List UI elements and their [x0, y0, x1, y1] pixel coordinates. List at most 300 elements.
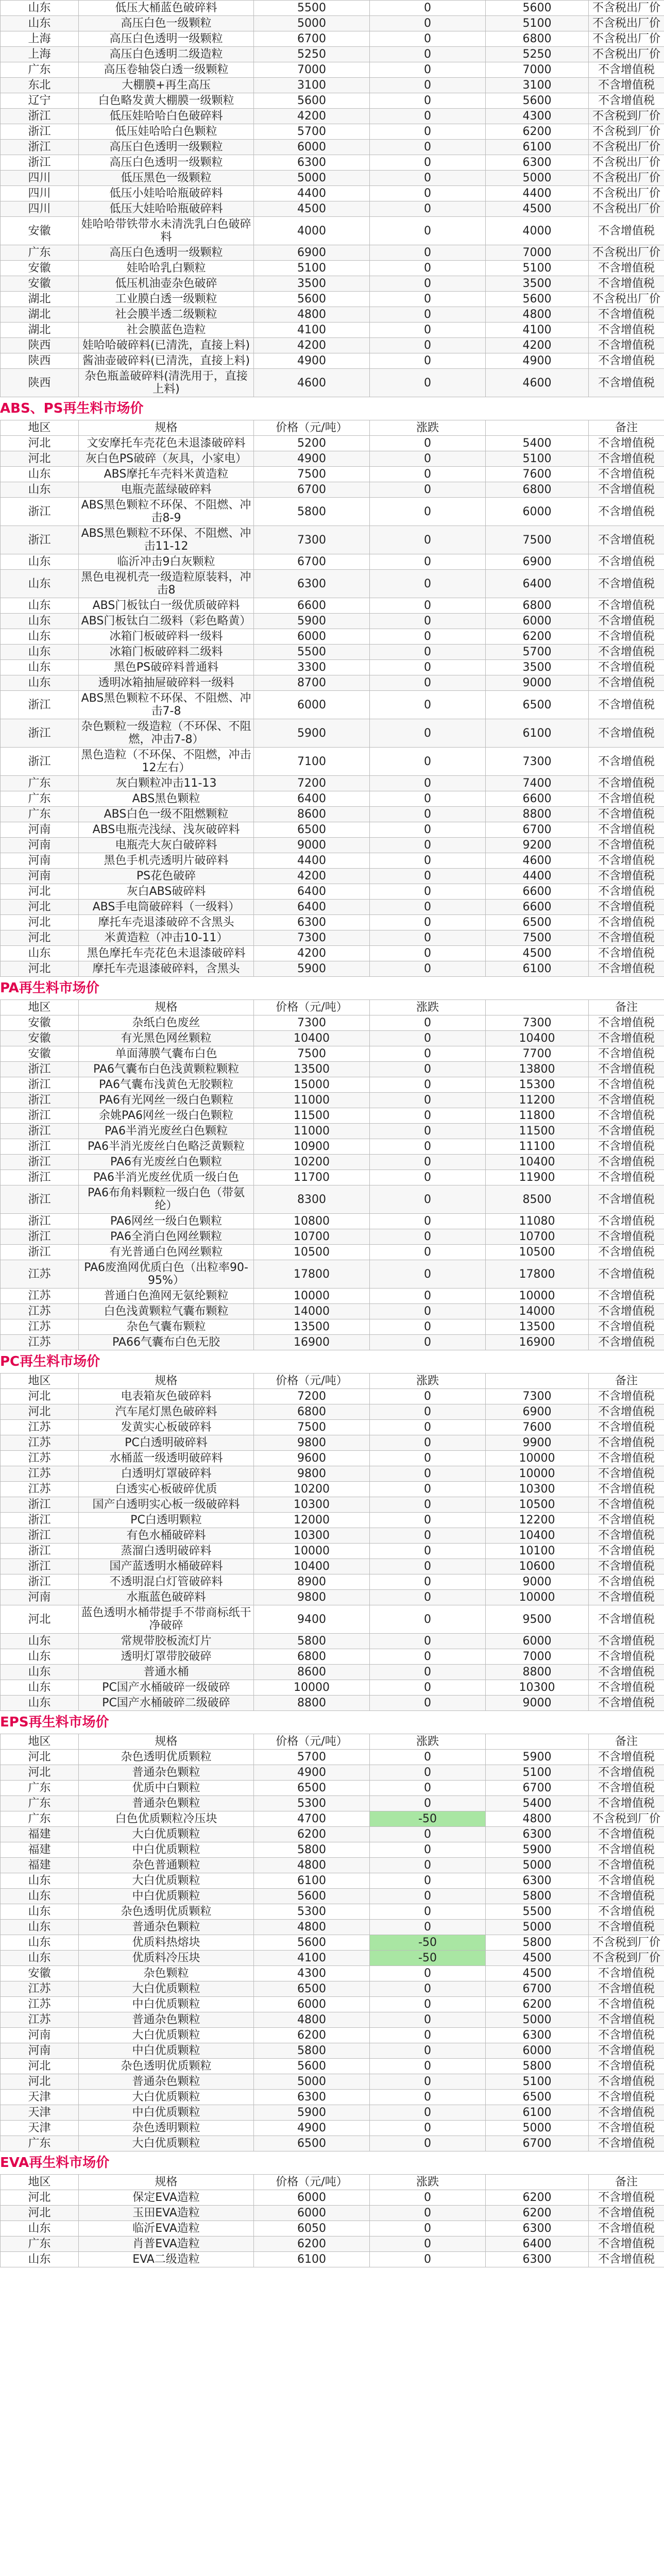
spec-cell: PC白透明颗粒 [79, 1513, 254, 1528]
price-cell: 5600 [254, 292, 370, 307]
table-row [1, 1513, 664, 1528]
table-row [1, 2236, 664, 2252]
price-high-cell: 6100 [486, 2105, 589, 2121]
price-cell: 6000 [254, 691, 370, 719]
note-cell: 不含增值税 [589, 1889, 664, 1904]
price-high-cell: 4600 [486, 369, 589, 397]
price-high-cell: 5600 [486, 1, 589, 16]
spec-cell: 大白优质颗粒 [79, 2090, 254, 2105]
change-cell: 0 [370, 436, 486, 451]
table-row [1, 2190, 664, 2206]
region-cell: 山东 [1, 482, 79, 498]
table-row [1, 1605, 664, 1634]
table-row [1, 807, 664, 822]
region-cell: 浙江 [1, 1544, 79, 1559]
price-high-cell: 6800 [486, 482, 589, 498]
price-high-cell: 6800 [486, 598, 589, 614]
price-high-cell: 10700 [486, 1229, 589, 1245]
change-cell: 0 [370, 2105, 486, 2121]
table-row [1, 1951, 664, 1966]
spec-cell: 水瓶蓝色破碎料 [79, 1590, 254, 1605]
table-row [1, 1404, 664, 1420]
section-title: EVA再生料市场价 [0, 2155, 110, 2171]
note-cell: 不含增值税 [589, 1260, 664, 1289]
change-cell: 0 [370, 78, 486, 93]
table-row [1, 1, 664, 16]
price-cell: 4300 [254, 1966, 370, 1981]
price-high-cell: 6200 [486, 2206, 589, 2221]
note-cell: 不含税出厂价 [589, 171, 664, 186]
price-high-cell: 10000 [486, 1590, 589, 1605]
table-row [1, 1466, 664, 1482]
spec-cell: 冰箱门板破碎料一级料 [79, 629, 254, 645]
note-cell: 不含增值税 [589, 369, 664, 397]
column-header: 价格（元/吨） [254, 1734, 370, 1750]
price-cell: 10900 [254, 1139, 370, 1155]
price-high-cell: 6700 [486, 1781, 589, 1796]
note-cell: 不含增值税 [589, 467, 664, 482]
note-cell: 不含增值税 [589, 2236, 664, 2252]
table-row [1, 1904, 664, 1920]
table-row [1, 748, 664, 776]
price-high-cell: 10100 [486, 1544, 589, 1559]
spec-cell: 低压大桶蓝色破碎料 [79, 1, 254, 16]
change-cell: 0 [370, 109, 486, 124]
region-cell: 广东 [1, 791, 79, 807]
note-cell: 不含增值税 [589, 1335, 664, 1350]
price-high-cell: 6800 [486, 31, 589, 47]
price-high-cell: 6100 [486, 719, 589, 748]
price-cell: 5600 [254, 2059, 370, 2074]
price-high-cell: 4200 [486, 338, 589, 353]
change-cell: 0 [370, 1827, 486, 1842]
spec-cell: 蒸溜白透明破碎料 [79, 1544, 254, 1559]
note-cell: 不含税到厂价 [589, 109, 664, 124]
price-high-cell: 3100 [486, 78, 589, 93]
price-section [0, 0, 664, 397]
price-cell: 6700 [254, 482, 370, 498]
price-cell: 6800 [254, 1649, 370, 1665]
region-cell: 河北 [1, 2059, 79, 2074]
region-cell: 安徽 [1, 1966, 79, 1981]
price-cell: 7100 [254, 748, 370, 776]
price-high-cell: 6500 [486, 915, 589, 930]
change-cell: 0 [370, 1124, 486, 1139]
change-cell: 0 [370, 1796, 486, 1811]
table-row [1, 1497, 664, 1513]
table-row [1, 1750, 664, 1765]
change-cell: 0 [370, 1858, 486, 1873]
region-cell: 浙江 [1, 155, 79, 171]
note-cell: 不含增值税 [589, 78, 664, 93]
table-row [1, 930, 664, 946]
table-row [1, 276, 664, 292]
price-cell: 10300 [254, 1497, 370, 1513]
note-cell: 不含增值税 [589, 436, 664, 451]
price-cell: 7500 [254, 467, 370, 482]
price-high-cell: 9000 [486, 1696, 589, 1711]
price-high-cell: 7600 [486, 467, 589, 482]
change-cell: 0 [370, 338, 486, 353]
change-cell: 0 [370, 1649, 486, 1665]
change-cell: 0 [370, 1513, 486, 1528]
column-header: 备注 [589, 2175, 664, 2190]
price-cell: 7000 [254, 62, 370, 78]
price-high-cell: 4500 [486, 201, 589, 217]
change-cell: 0 [370, 1304, 486, 1319]
change-cell: 0 [370, 1966, 486, 1981]
price-table [0, 1373, 664, 1711]
change-cell: 0 [370, 276, 486, 292]
region-cell: 四川 [1, 186, 79, 201]
table-row [1, 62, 664, 78]
price-cell: 6000 [254, 2206, 370, 2221]
note-cell: 不含税到厂价 [589, 1935, 664, 1951]
change-cell: 0 [370, 1062, 486, 1077]
note-cell: 不含增值税 [589, 776, 664, 791]
change-cell: 0 [370, 171, 486, 186]
table-row [1, 353, 664, 369]
change-cell: 0 [370, 1873, 486, 1889]
table-row [1, 614, 664, 629]
change-cell: 0 [370, 1605, 486, 1634]
table-row [1, 1574, 664, 1590]
change-cell: 0 [370, 186, 486, 201]
spec-cell: 优质料热熔块 [79, 1935, 254, 1951]
change-cell: 0 [370, 2043, 486, 2059]
table-row [1, 1781, 664, 1796]
change-cell: 0 [370, 1528, 486, 1544]
table-row [1, 1649, 664, 1665]
table-row [1, 853, 664, 869]
region-cell: 福建 [1, 1827, 79, 1842]
price-high-cell: 6300 [486, 1873, 589, 1889]
region-cell: 浙江 [1, 1170, 79, 1185]
price-high-cell: 6000 [486, 498, 589, 526]
price-cell: 6500 [254, 822, 370, 838]
change-cell: 0 [370, 1319, 486, 1335]
region-cell: 山东 [1, 660, 79, 675]
region-cell: 河北 [1, 1765, 79, 1781]
region-cell: 浙江 [1, 1559, 79, 1574]
price-table [0, 420, 664, 977]
change-cell: 0 [370, 2012, 486, 2028]
spec-cell: 有光普通白色网丝颗粒 [79, 1245, 254, 1260]
table-row [1, 2136, 664, 2151]
column-header [486, 2175, 589, 2190]
table-row [1, 1920, 664, 1935]
note-cell: 不含增值税 [589, 1559, 664, 1574]
region-cell: 河南 [1, 838, 79, 853]
price-high-cell: 6100 [486, 140, 589, 155]
region-cell: 浙江 [1, 691, 79, 719]
spec-cell: 中白优质颗粒 [79, 1842, 254, 1858]
region-cell: 河北 [1, 884, 79, 900]
price-high-cell: 3500 [486, 660, 589, 675]
table-row [1, 498, 664, 526]
table-row [1, 1062, 664, 1077]
table-row [1, 1696, 664, 1711]
price-cell: 5800 [254, 2043, 370, 2059]
region-cell: 天津 [1, 2090, 79, 2105]
spec-cell: 娃哈哈带铁带水未清洗乳白色破碎料 [79, 217, 254, 245]
price-cell: 10500 [254, 1245, 370, 1260]
price-cell: 4400 [254, 853, 370, 869]
price-high-cell: 5250 [486, 47, 589, 62]
change-cell: 0 [370, 822, 486, 838]
spec-cell: 优质料冷压块 [79, 1951, 254, 1966]
change-cell: 0 [370, 1077, 486, 1093]
note-cell: 不含增值税 [589, 1015, 664, 1031]
table-row [1, 1765, 664, 1781]
column-header: 备注 [589, 1000, 664, 1015]
region-cell: 河北 [1, 1605, 79, 1634]
price-high-cell: 11500 [486, 1124, 589, 1139]
price-table [0, 1734, 664, 2151]
change-cell: 0 [370, 1229, 486, 1245]
price-cell: 10000 [254, 1680, 370, 1696]
change-cell: 0 [370, 1435, 486, 1451]
change-cell: 0 [370, 2059, 486, 2074]
spec-cell: 大白优质颗粒 [79, 1981, 254, 1997]
note-cell: 不含增值税 [589, 614, 664, 629]
change-cell: 0 [370, 930, 486, 946]
spec-cell: 社会膜半透二级颗粒 [79, 307, 254, 323]
price-high-cell: 5100 [486, 261, 589, 276]
spec-cell: 国产白透明实心板一级破碎料 [79, 1497, 254, 1513]
table-row [1, 629, 664, 645]
price-high-cell: 5000 [486, 171, 589, 186]
price-high-cell: 9000 [486, 675, 589, 691]
region-cell: 江苏 [1, 1319, 79, 1335]
spec-cell: 社会膜蓝色造粒 [79, 323, 254, 338]
spec-cell: 肖普EVA造粒 [79, 2236, 254, 2252]
price-cell: 6000 [254, 629, 370, 645]
table-row [1, 2028, 664, 2043]
table-row [1, 1811, 664, 1827]
region-cell: 浙江 [1, 1214, 79, 1229]
region-cell: 山东 [1, 1935, 79, 1951]
change-cell: 0 [370, 748, 486, 776]
table-row [1, 2221, 664, 2236]
change-cell: 0 [370, 2190, 486, 2206]
price-high-cell: 7500 [486, 526, 589, 554]
price-cell: 4800 [254, 307, 370, 323]
price-cell: 10000 [254, 1289, 370, 1304]
note-cell: 不含增值税 [589, 1435, 664, 1451]
region-cell: 江苏 [1, 1289, 79, 1304]
price-cell: 6300 [254, 915, 370, 930]
change-cell: 0 [370, 1260, 486, 1289]
price-cell: 4200 [254, 869, 370, 884]
price-high-cell: 4800 [486, 1811, 589, 1827]
spec-cell: 发黄实心板破碎料 [79, 1420, 254, 1435]
table-row [1, 1935, 664, 1951]
note-cell: 不含增值税 [589, 1528, 664, 1544]
table-row [1, 1997, 664, 2012]
note-cell: 不含增值税 [589, 2121, 664, 2136]
section-title: EPS再生料市场价 [0, 1715, 109, 1730]
change-cell: 0 [370, 307, 486, 323]
price-cell: 5000 [254, 171, 370, 186]
spec-cell: ABS黑色颗粒 [79, 791, 254, 807]
price-section [0, 397, 664, 977]
spec-cell: 白透实心板破碎优质 [79, 1482, 254, 1497]
region-cell: 浙江 [1, 1185, 79, 1214]
region-cell: 浙江 [1, 526, 79, 554]
spec-cell: 普通杂色颗粒 [79, 2074, 254, 2090]
table-row [1, 482, 664, 498]
note-cell: 不含增值税 [589, 93, 664, 109]
spec-cell: PA6有光废丝白色颗粒 [79, 1155, 254, 1170]
region-cell: 山东 [1, 675, 79, 691]
region-cell: 浙江 [1, 1229, 79, 1245]
price-cell: 5300 [254, 1796, 370, 1811]
spec-cell: 摩托车壳退漆破碎料，含黑头 [79, 961, 254, 977]
note-cell: 不含增值税 [589, 1873, 664, 1889]
change-cell: 0 [370, 1750, 486, 1765]
region-cell: 山东 [1, 467, 79, 482]
price-high-cell: 4800 [486, 307, 589, 323]
change-cell: 0 [370, 2221, 486, 2236]
region-cell: 江苏 [1, 1451, 79, 1466]
table-row [1, 675, 664, 691]
change-cell: 0 [370, 2121, 486, 2136]
spec-cell: 有色水桶破碎料 [79, 1528, 254, 1544]
price-cell: 4100 [254, 323, 370, 338]
spec-cell: ABS白色一级不阻燃颗粒 [79, 807, 254, 822]
table-row [1, 1185, 664, 1214]
column-header: 备注 [589, 1734, 664, 1750]
price-cell: 6050 [254, 2221, 370, 2236]
region-cell: 山东 [1, 1904, 79, 1920]
table-row [1, 1827, 664, 1842]
price-high-cell: 10000 [486, 1289, 589, 1304]
region-cell: 江苏 [1, 2012, 79, 2028]
region-cell: 河北 [1, 436, 79, 451]
table-row [1, 554, 664, 570]
price-cell: 4900 [254, 1765, 370, 1781]
column-header: 涨跌 [370, 420, 486, 436]
price-cell: 6600 [254, 598, 370, 614]
price-high-cell: 13800 [486, 1062, 589, 1077]
price-cell: 11500 [254, 1108, 370, 1124]
region-cell: 江苏 [1, 1466, 79, 1482]
region-cell: 东北 [1, 78, 79, 93]
change-cell: 0 [370, 323, 486, 338]
spec-cell: 杂色透明颗粒 [79, 2121, 254, 2136]
section-title: PA再生料市场价 [0, 980, 99, 996]
region-cell: 浙江 [1, 124, 79, 140]
change-cell: 0 [370, 498, 486, 526]
change-cell: 0 [370, 1997, 486, 2012]
price-high-cell: 11200 [486, 1093, 589, 1108]
price-cell: 5900 [254, 614, 370, 629]
price-high-cell: 10300 [486, 1482, 589, 1497]
spec-cell: 普通水桶 [79, 1665, 254, 1680]
table-row [1, 2059, 664, 2074]
price-cell: 6200 [254, 2028, 370, 2043]
note-cell: 不含增值税 [589, 1466, 664, 1482]
table-row [1, 245, 664, 261]
price-high-cell: 5100 [486, 451, 589, 467]
region-cell: 江苏 [1, 1981, 79, 1997]
price-cell: 3300 [254, 660, 370, 675]
price-high-cell: 10500 [486, 1245, 589, 1260]
region-cell: 浙江 [1, 1245, 79, 1260]
spec-cell: 杂纸白色废丝 [79, 1015, 254, 1031]
change-cell: 0 [370, 1765, 486, 1781]
region-cell: 山东 [1, 946, 79, 961]
price-cell: 4600 [254, 369, 370, 397]
price-high-cell: 6600 [486, 884, 589, 900]
change-cell: 0 [370, 1559, 486, 1574]
region-cell: 山东 [1, 1889, 79, 1904]
table-row [1, 1155, 664, 1170]
change-cell: 0 [370, 660, 486, 675]
price-cell: 4200 [254, 109, 370, 124]
change-cell: 0 [370, 1696, 486, 1711]
price-cell: 6400 [254, 884, 370, 900]
spec-cell: PA6半消光废丝白色略泛黄颗粒 [79, 1139, 254, 1155]
region-cell: 山东 [1, 1951, 79, 1966]
price-cell: 10700 [254, 1229, 370, 1245]
note-cell: 不含增值税 [589, 482, 664, 498]
price-high-cell: 7000 [486, 62, 589, 78]
change-cell: 0 [370, 1544, 486, 1559]
region-cell: 江苏 [1, 1482, 79, 1497]
price-cell: 6900 [254, 245, 370, 261]
price-cell: 6500 [254, 1981, 370, 1997]
region-cell: 安徽 [1, 276, 79, 292]
spec-cell: 汽车尾灯黑色破碎料 [79, 1404, 254, 1420]
table-row [1, 31, 664, 47]
region-cell: 广东 [1, 807, 79, 822]
spec-cell: 大白优质颗粒 [79, 1827, 254, 1842]
change-cell: 0 [370, 1139, 486, 1155]
note-cell: 不含增值税 [589, 946, 664, 961]
note-cell: 不含增值税 [589, 961, 664, 977]
price-high-cell: 6700 [486, 2136, 589, 2151]
note-cell: 不含税到厂价 [589, 1951, 664, 1966]
region-cell: 浙江 [1, 719, 79, 748]
note-cell: 不含增值税 [589, 675, 664, 691]
region-cell: 陕西 [1, 369, 79, 397]
price-cell: 11700 [254, 1170, 370, 1185]
price-cell: 14000 [254, 1304, 370, 1319]
region-cell: 浙江 [1, 1062, 79, 1077]
note-cell: 不含税出厂价 [589, 1, 664, 16]
price-high-cell: 5800 [486, 1935, 589, 1951]
price-high-cell: 4500 [486, 946, 589, 961]
change-cell: 0 [370, 629, 486, 645]
note-cell: 不含增值税 [589, 1093, 664, 1108]
price-cell: 5800 [254, 1634, 370, 1649]
spec-cell: 白色略发黄大棚膜一级颗粒 [79, 93, 254, 109]
note-cell: 不含税出厂价 [589, 16, 664, 31]
spec-cell: ABS门板钛白二级料（彩色略黄） [79, 614, 254, 629]
section-title: PC再生料市场价 [0, 1354, 100, 1369]
region-cell: 山东 [1, 629, 79, 645]
column-header: 涨跌 [370, 1734, 486, 1750]
region-cell: 福建 [1, 1842, 79, 1858]
spec-cell: 高压白色透明一级颗粒 [79, 155, 254, 171]
table-row [1, 201, 664, 217]
spec-cell: 低压大娃哈哈瓶破碎料 [79, 201, 254, 217]
spec-cell: 大白优质颗粒 [79, 1873, 254, 1889]
table-row [1, 1435, 664, 1451]
price-cell: 7500 [254, 1420, 370, 1435]
